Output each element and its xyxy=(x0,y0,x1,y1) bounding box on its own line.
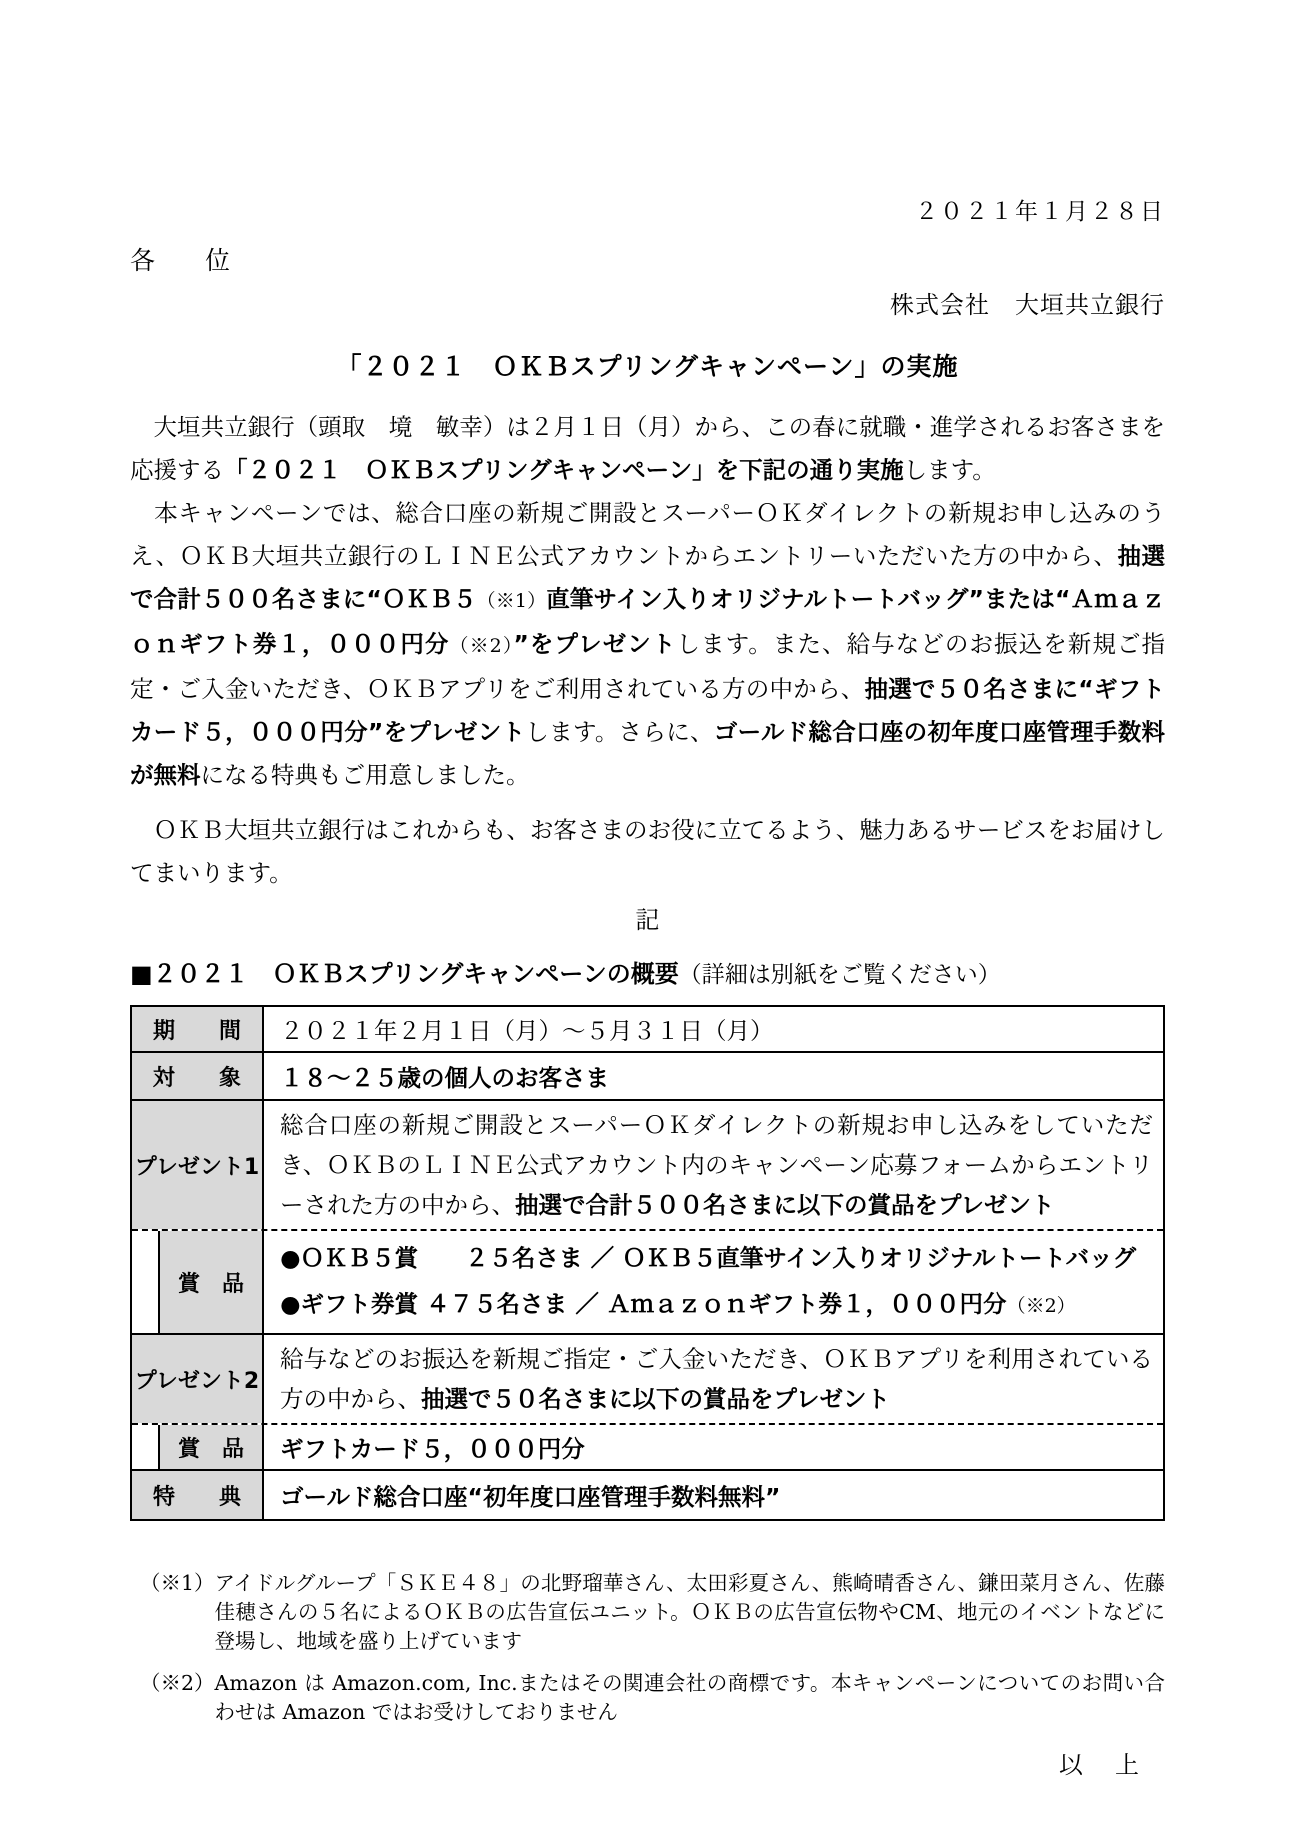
prize1-line1: ●ＯＫＢ５賞 ２５名さま ／ ＯＫＢ５直筆サイン入りオリジナルトートバッグ xyxy=(280,1244,1137,1272)
paragraph-2-text-2: します。また、給与などのお振込を新規ご指定・ご入金いただき、ＯＫＢアプリをご利用されている方の中から、 xyxy=(130,630,1166,703)
prize1-value-cell xyxy=(264,1231,1163,1333)
table-row-prize2 xyxy=(132,1423,1163,1469)
table-row-present2 xyxy=(132,1333,1163,1423)
paragraph-3: ＯＫＢ大垣共立銀行はこれからも、お客さまのお役に立てるよう、魅力あるサービスをお届けしてまいります。 xyxy=(130,816,1165,887)
campaign-overview-table xyxy=(130,1005,1165,1521)
table-row-present1 xyxy=(132,1099,1163,1229)
table-row-prize1 xyxy=(132,1229,1163,1333)
paragraph-2-emphasis-3: ”をプレゼント xyxy=(513,630,677,658)
document-title: 「２０２１ ＯＫＢスプリングキャンペーン」の実施 xyxy=(336,352,959,381)
prize1-indent-spacer xyxy=(132,1231,160,1333)
closing-marker: 以 上 xyxy=(1059,1751,1143,1779)
paragraph-1-emphasis: 「２０２１ ＯＫＢスプリングキャンペーン」を下記の通り実施 xyxy=(224,456,904,484)
paragraph-2-text-4: になる特典もご用意しました。 xyxy=(200,761,530,789)
prize2-header-cell: 賞 品 xyxy=(160,1425,264,1469)
prize1-line2-text: ●ギフト券賞 ４７５名さま ／ Ａｍａｚｏｎギフト券１，０００円分 xyxy=(280,1290,1007,1318)
footnote-1-text: アイドルグループ「ＳＫＥ４８」の北野瑠華さん、太田彩夏さん、熊崎晴香さん、鎌田菜月さん、佐藤佳穂さんの５名によるＯＫＢの広告宣伝ユニット。ＯＫＢの広告宣伝物やCM、地元のイベントなどに登場し、地域を盛り上げています xyxy=(214,1571,1165,1653)
paragraph-1-text: 大垣共立銀行（頭取 境 敏幸）は２月１日（月）から、この春に就職・進学されるお客さまを応援する xyxy=(130,413,1165,484)
period-value: ２０２１年２月１日（月）～５月３１日（月） xyxy=(280,1017,774,1045)
present1-value-cell xyxy=(264,1101,1163,1229)
benefit-value-cell xyxy=(264,1471,1163,1519)
paragraph-2-emphasis-4: 抽選で５０名さまに“ギフトカード５，０００円分”をプレゼント xyxy=(130,675,1165,746)
addressee: 各 位 xyxy=(130,246,231,275)
present1-header-cell: プレゼント1 xyxy=(132,1101,264,1229)
footnote-ref-1: （※1） xyxy=(476,590,547,612)
paragraph-2-text-1: 本キャンペーンでは、総合口座の新規ご開設とスーパーＯＫダイレクトの新規お申し込みのうえ、ＯＫＢ大垣共立銀行のＬＩＮＥ公式アカウントからエントリーいただいた方の中から、 xyxy=(130,499,1165,570)
prize1-header-cell: 賞 品 xyxy=(160,1231,264,1333)
paragraph-2-emphasis-2: 直筆サイン入りオリジナルトートバッグ”または“Ａｍａｚｏｎギフト券１，０００円分 xyxy=(130,585,1165,658)
benefit-value: ゴールド総合口座“初年度口座管理手数料無料” xyxy=(280,1483,781,1511)
company-name: 株式会社 大垣共立銀行 xyxy=(890,291,1165,319)
footnote-2 xyxy=(140,1669,1165,1727)
footnote-2-text: Amazon は Amazon.com, Inc.またはその関連会社の商標です。本キャンペーンについてのお問い合わせは Amazon ではお受けしておりません xyxy=(214,1671,1165,1724)
footnote-1 xyxy=(140,1569,1165,1656)
overview-heading-note: （詳細は別紙をご覧ください） xyxy=(678,962,1001,988)
present2-value-cell xyxy=(264,1335,1163,1423)
target-value: １８～２５歳の個人のお客さま xyxy=(280,1064,609,1092)
overview-heading-title: ■２０２１ ＯＫＢスプリングキャンペーンの概要 xyxy=(130,960,679,988)
prize2-indent-spacer xyxy=(132,1425,160,1469)
prize2-value-cell xyxy=(264,1425,1163,1469)
target-header-cell: 対 象 xyxy=(132,1053,264,1099)
paragraph-2-emphasis-5: ゴールド総合口座の初年度口座管理手数料が無料 xyxy=(130,718,1166,789)
overview-heading xyxy=(130,956,1165,993)
present2-emphasis: 抽選で５０名さまに以下の賞品をプレゼント xyxy=(421,1385,891,1413)
footnote-1-label: （※1） xyxy=(140,1571,215,1595)
issue-date: ２０２１年１月２８日 xyxy=(915,199,1165,225)
paragraph-2-text-3: します。さらに、 xyxy=(525,718,714,746)
target-value-cell xyxy=(264,1053,1163,1099)
present1-text: 総合口座の新規ご開設とスーパーＯＫダイレクトの新規お申し込みをしていただき、ＯＫＢのＬＩＮＥ公式アカウント内のキャンペーン応募フォームからエントリーされた方の中から、 xyxy=(280,1111,1153,1219)
present1-emphasis: 抽選で合計５００名さまに以下の賞品をプレゼント xyxy=(515,1191,1055,1219)
present2-description xyxy=(280,1339,1153,1419)
paragraph-1-tail: します。 xyxy=(903,456,996,484)
paragraph-2-emphasis-1: 抽選で合計５００名さまに“ＯＫＢ５ xyxy=(130,542,1165,613)
footnote-2-label: （※2） xyxy=(140,1671,215,1695)
table-row-period xyxy=(132,1007,1163,1051)
benefit-header-cell: 特 典 xyxy=(132,1471,264,1519)
footnote-ref-2: （※2） xyxy=(449,635,514,657)
prize1-footnote-ref: （※2） xyxy=(1006,1295,1076,1317)
prize2-value: ギフトカード５，０００円分 xyxy=(280,1435,585,1463)
present2-header-cell: プレゼント2 xyxy=(132,1335,264,1423)
ki-marker: 記 xyxy=(635,906,660,934)
footnotes-section xyxy=(130,1569,1165,1727)
period-value-cell xyxy=(264,1007,1163,1051)
period-header-cell: 期 間 xyxy=(132,1007,264,1051)
paragraph-2 xyxy=(130,492,1165,797)
prize1-line2 xyxy=(280,1281,1153,1329)
table-row-target xyxy=(132,1051,1163,1099)
paragraph-1 xyxy=(130,406,1165,492)
present1-description xyxy=(280,1105,1153,1225)
table-row-benefit xyxy=(132,1469,1163,1519)
present2-text: 給与などのお振込を新規ご指定・ご入金いただき、ＯＫＢアプリを利用されている方の中から、 xyxy=(280,1345,1153,1413)
